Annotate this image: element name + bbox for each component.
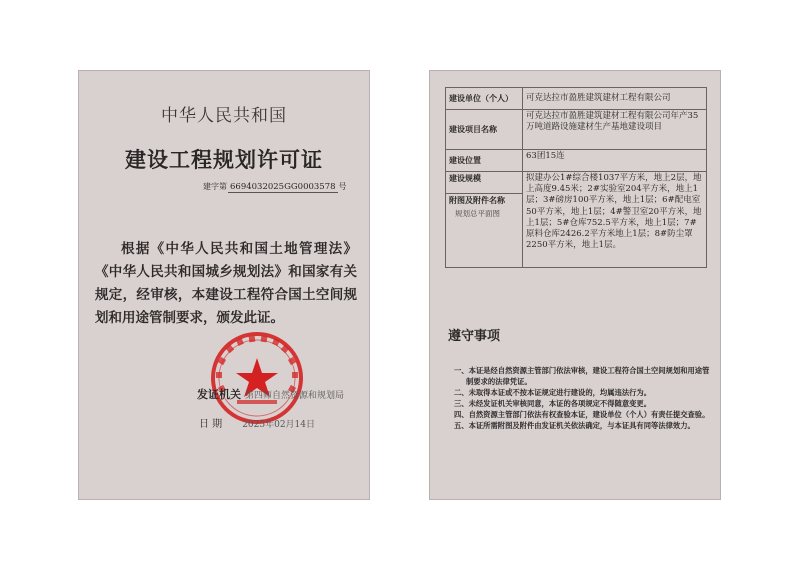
permit-number-suffix: 号 — [338, 182, 347, 191]
list-item: 五、本证所需附图及附件由发证机关依法确定，与本证具有同等法律效力。 — [454, 421, 695, 431]
permit-title: 建设工程规划许可证 — [125, 147, 323, 172]
permit-cover-page — [78, 70, 370, 500]
row-label: 建设单位（个人） — [446, 88, 523, 110]
date-label: 日 期 — [199, 419, 223, 430]
permit-number — [203, 181, 347, 192]
table-row — [446, 88, 707, 110]
issuer-value: 第四师自然资源和规划局 — [245, 391, 345, 401]
table-row — [446, 110, 707, 150]
row-label: 建设位置 — [446, 150, 523, 172]
issuing-authority — [197, 386, 344, 402]
notice-list — [454, 365, 716, 432]
list-item: 三、未经发证机关审核同意，本证的各项规定不得随意变更。 — [454, 399, 652, 409]
project-info-table — [445, 87, 707, 268]
list-item: 一、本证是经自然资源主管部门依法审核，建设工程符合国土空间规划和用途管制要求的法律凭证。 — [454, 366, 710, 387]
row-value: 63团15连 — [523, 150, 707, 172]
row-value: 可克达拉市盈胜建筑建材工程有限公司年产35万吨道路设施建材生产基地建设项目 — [523, 110, 707, 150]
notice-heading: 遵守事项 — [448, 329, 501, 344]
row-value: 可克达拉市盈胜建筑建材工程有限公司 — [523, 88, 707, 110]
permit-statement: 根据《中华人民共和国土地管理法》《中华人民共和国城乡规划法》和国家有关规定，经审核，本建设工程符合国土空间规划和用途管制要求，颁发此证。 — [95, 241, 357, 326]
permit-number-value: 6694032025GG0003578 — [230, 182, 336, 192]
issue-date — [199, 415, 315, 430]
row-label — [446, 194, 523, 268]
row-label: 建设项目名称 — [446, 110, 523, 150]
date-value: 2025年02月14日 — [242, 420, 315, 430]
row-label: 建设规模 — [446, 172, 523, 194]
permit-number-label: 建字第 — [203, 182, 227, 191]
table-row — [446, 172, 707, 194]
table-row — [446, 150, 707, 172]
attachments-value: 规划总平面图 — [455, 209, 500, 218]
issuer-label: 发证机关 — [197, 388, 241, 401]
permit-details-page — [429, 70, 721, 500]
country-name: 中华人民共和国 — [161, 106, 287, 126]
list-item: 二、未取得本证或不按本证规定进行建设的，均属违法行为。 — [454, 388, 652, 398]
list-item: 四、自然资源主管部门依法有权查验本证，建设单位（个人）有责任提交查验。 — [454, 410, 710, 420]
official-seal-icon — [207, 328, 307, 428]
attachments-label: 附图及附件名称 — [449, 196, 505, 205]
row-value: 拟建办公1#综合楼1037平方米，地上2层，地上高度9.45米；2#实验室204平方米，地上1层；3#磅房100平方米，地上1层；6#配电室50平方米，地上1层；4#警卫室20平方米，地上1层；5#仓库752.5平方米，地上1层；7#原料仓库2426.2平方米地上1层；8#防尘罩2250平方米，地上1层。 — [523, 172, 707, 268]
